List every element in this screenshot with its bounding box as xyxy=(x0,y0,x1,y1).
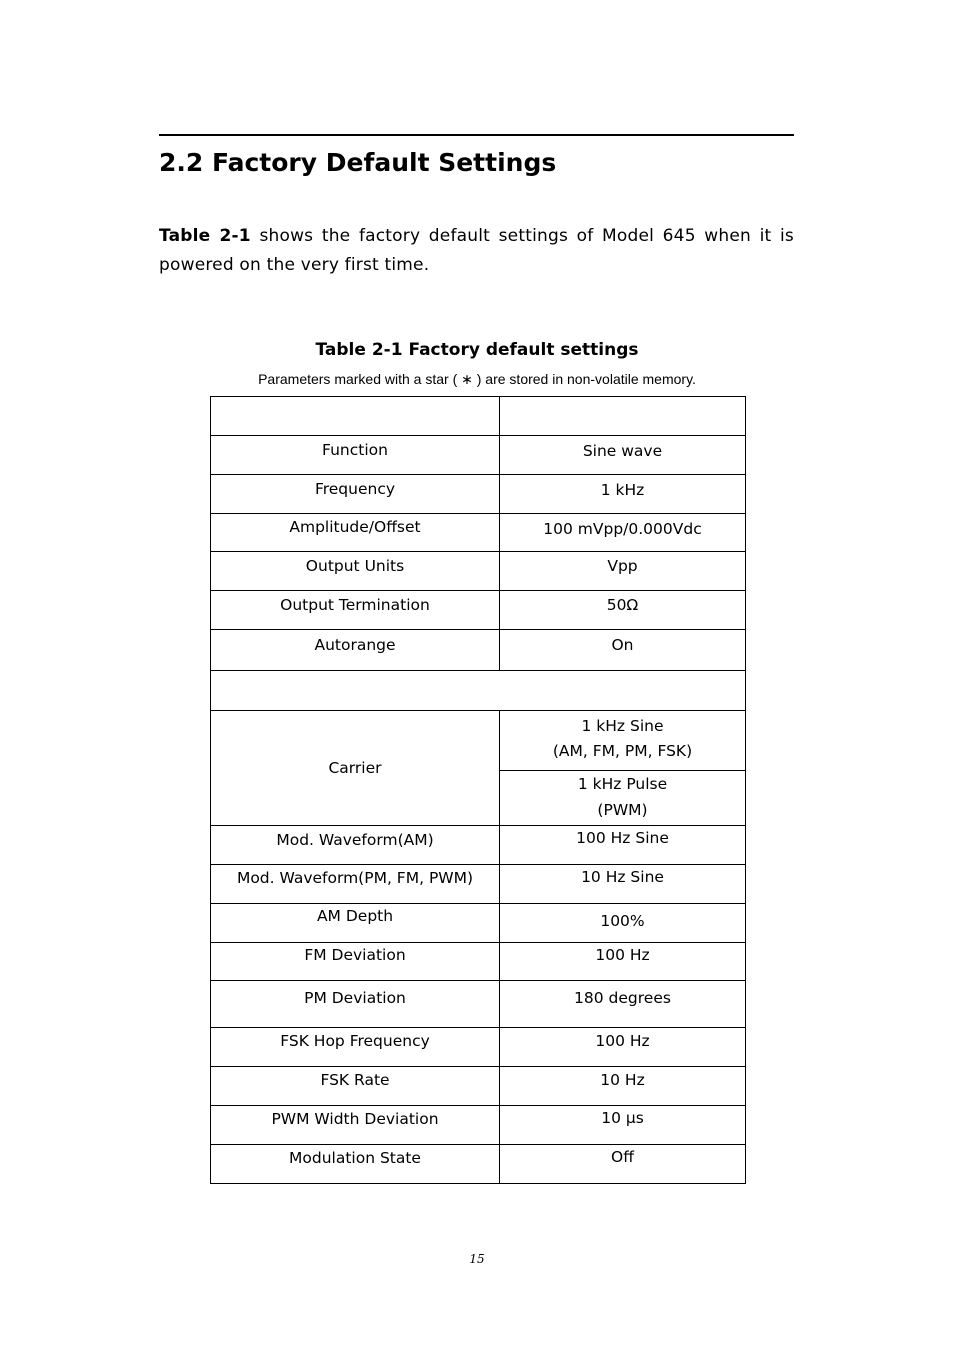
table-note: Parameters marked with a star ( ∗ ) are stored in non-volatile memory. xyxy=(258,371,696,387)
factory-settings-table xyxy=(210,396,746,1184)
section-heading: 2.2 Factory Default Settings xyxy=(159,148,557,177)
table-row xyxy=(211,981,746,1028)
carrier-value-cell xyxy=(500,771,746,826)
value-cell: 100 Hz Sine xyxy=(500,826,746,865)
header-cell-parameter xyxy=(211,397,500,436)
table-header-row xyxy=(211,397,746,436)
table-row xyxy=(211,1028,746,1067)
table-section-row xyxy=(211,671,746,711)
table-row xyxy=(211,1145,746,1184)
value-cell: Vpp xyxy=(500,552,746,591)
top-rule xyxy=(159,134,794,136)
table-row xyxy=(211,514,746,552)
table-reference: Table 2-1 xyxy=(159,226,251,246)
param-cell: AM Depth xyxy=(211,904,500,943)
param-cell: PWM Width Deviation xyxy=(211,1106,500,1145)
value-cell: 100 mVpp/0.000Vdc xyxy=(500,514,746,552)
param-cell: PM Deviation xyxy=(211,981,500,1028)
value-cell: Off xyxy=(500,1145,746,1184)
value-cell: 100 Hz xyxy=(500,1028,746,1067)
value-cell: 10 Hz xyxy=(500,1067,746,1106)
header-cell-value xyxy=(500,397,746,436)
intro-paragraph xyxy=(159,222,794,280)
param-cell: FSK Hop Frequency xyxy=(211,1028,500,1067)
carrier-value-line: (PWM) xyxy=(597,801,648,819)
table-row xyxy=(211,1106,746,1145)
table-row xyxy=(211,904,746,943)
param-cell: FM Deviation xyxy=(211,943,500,981)
section-cell xyxy=(211,671,746,711)
param-cell: Output Termination xyxy=(211,591,500,630)
table-row xyxy=(211,552,746,591)
param-cell: Mod. Waveform(AM) xyxy=(211,826,500,865)
carrier-value-line: 1 kHz Sine xyxy=(581,717,664,735)
value-cell: 1 kHz xyxy=(500,475,746,514)
value-cell: On xyxy=(500,630,746,671)
param-cell: Function xyxy=(211,436,500,475)
table-row xyxy=(211,826,746,865)
value-cell: 100 Hz xyxy=(500,943,746,981)
param-cell: Output Units xyxy=(211,552,500,591)
value-cell: 100% xyxy=(500,904,746,943)
carrier-value-line: (AM, FM, PM, FSK) xyxy=(552,742,693,760)
table-caption: Table 2-1 Factory default settings xyxy=(315,340,639,360)
page-number: 15 xyxy=(469,1252,485,1266)
table-row xyxy=(211,943,746,981)
carrier-value-cell xyxy=(500,711,746,771)
table-row xyxy=(211,630,746,671)
value-cell: 10 μs xyxy=(500,1106,746,1145)
table-row xyxy=(211,591,746,630)
value-cell: Sine wave xyxy=(500,436,746,475)
param-cell: Carrier xyxy=(211,711,500,826)
param-cell: Autorange xyxy=(211,630,500,671)
value-cell: 180 degrees xyxy=(500,981,746,1028)
value-cell: 50Ω xyxy=(500,591,746,630)
param-cell: FSK Rate xyxy=(211,1067,500,1106)
table-row xyxy=(211,865,746,904)
param-cell: Frequency xyxy=(211,475,500,514)
table-row xyxy=(211,475,746,514)
table-row xyxy=(211,1067,746,1106)
carrier-value-line: 1 kHz Pulse xyxy=(577,775,668,793)
intro-text: shows the factory default settings of Model 645 when it is powered on the very first time. xyxy=(159,226,794,275)
carrier-row xyxy=(211,711,746,771)
param-cell: Modulation State xyxy=(211,1145,500,1184)
param-cell: Amplitude/Offset xyxy=(211,514,500,552)
param-cell: Mod. Waveform(PM, FM, PWM) xyxy=(211,865,500,904)
value-cell: 10 Hz Sine xyxy=(500,865,746,904)
table-row xyxy=(211,436,746,475)
